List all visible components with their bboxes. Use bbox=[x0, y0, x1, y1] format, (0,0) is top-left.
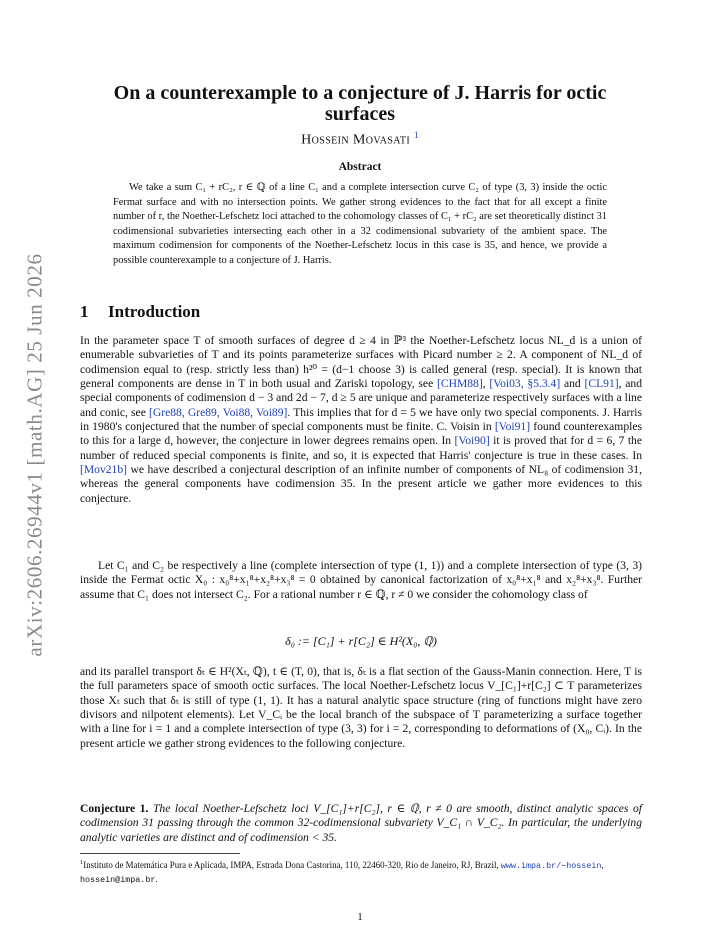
text-run: we have described a conjectural description of an infinite number of components of NL₈ of codimension 31, whereas the general components have codimension 35. In the present article we gather more evidences to this conjecture. bbox=[80, 463, 642, 505]
footnote-end: . bbox=[155, 873, 158, 884]
text-run: , and special components of codimension d − 3 and 2d − 7, d ≥ 5 are unique and parameterize respectively surfaces with a line and conic, see bbox=[80, 377, 642, 419]
citation-link[interactable]: [CHM88] bbox=[436, 377, 483, 391]
section-heading bbox=[80, 302, 200, 322]
intro-paragraph-2: Let C₁ and C₂ be respectively a line (complete intersection of type (1, 1)) and a complete intersection of type (3, 3) inside the Fermat octic X₀ : x₀⁸+x₁⁸+x₂⁸+x₃⁸ = 0 obtained by canonical factorization of x₀⁸+x₁⁸ and x₂⁸+x₃⁸. Further assume that C₁ does not intersect C₂. For a rational number r ∈ ℚ, r ≠ 0 we consider the cohomology class of bbox=[80, 559, 642, 601]
arxiv-sidebar bbox=[18, 245, 52, 665]
homepage-link[interactable]: www.impa.br/∼hossein bbox=[500, 860, 602, 871]
abstract-heading: Abstract bbox=[338, 161, 382, 173]
citation-link[interactable]: [Voi91] bbox=[494, 420, 531, 434]
conjecture-text: The local Noether-Lefschetz loci V_[C₁]+r[C₂], r ∈ ℚ, r ≠ 0 are smooth, distinct analytic spaces of codimension 31 passing through the common 32-codimensional subvariety V_C₁ ∩ V_C₂. In particular, the underlying analytic varieties are distinct and of codimension < 35. bbox=[80, 802, 642, 844]
text-run: it is proved that for d = 6, 7 the number of reduced special components is finite, and so, it is expected that Harris' conjecture is true in these cases. In bbox=[80, 434, 642, 462]
footnote-mark: 1 bbox=[80, 859, 84, 866]
text-run: and bbox=[560, 377, 585, 391]
section-number: 1 bbox=[80, 302, 89, 321]
page-number: 1 bbox=[357, 911, 363, 923]
citation-link[interactable]: [CL91] bbox=[584, 377, 619, 391]
footnote-text: Instituto de Matemática Pura e Aplicada, IMPA, Estrada Dona Castorina, 110, 22460-320, Rio de Janeiro, RJ, Brazil, bbox=[83, 859, 501, 870]
text-run: . This implies that for d = 5 we have only two special components. J. Harris in 1980's conjectured that the number of special components must be finite. C. Voisin in bbox=[80, 405, 642, 434]
author-footnote-mark[interactable]: 1 bbox=[413, 130, 419, 140]
author-line bbox=[80, 130, 640, 149]
citation-link[interactable]: [Voi90] bbox=[454, 434, 490, 448]
email-address[interactable]: hossein@impa.br bbox=[80, 874, 156, 885]
citation-link[interactable]: [Mov21b] bbox=[80, 463, 128, 477]
arxiv-identifier: arXiv:2606.26944v1 [math.AG] 25 Jun 2026 bbox=[22, 253, 47, 657]
author-name: Hossein Movasati bbox=[301, 132, 411, 148]
footnote bbox=[80, 856, 642, 887]
section-title: Introduction bbox=[108, 302, 201, 321]
text-run: In the parameter space T of smooth surfaces of degree d ≥ 4 in ℙ³ the Noether-Lefschetz locus NL_d is a union of enumerable subvarieties of T and its points parameterize surfaces with Picard number ≥ 2. A component of NL_d of codimension equal to (resp. strictly less than) h²⁰ = (d−1 choose 3) is called general (resp. special). It is known that general components are dense in T in both usual and Zariski topology, see bbox=[80, 334, 642, 391]
abstract-text: We take a sum C₁ + rC₂, r ∈ ℚ of a line C₁ and a complete intersection curve C₂ of type (3, 3) inside the octic Fermat surface and with no intersection points. We gather strong evidences to the fact that for all except a finite number of r, the Noether-Lefschetz loci attached to the cohomology classes of C₁ + rC₂ are set theoretically distinct 31 codimensional subvarieties intersecting each other in a 32 codimensional subvariety of the ambient space. The maximum codimension for components of the Noether-Lefschetz locus in this case is 35, and hence, we provide a possible counterexample to a conjecture of J. Harris. bbox=[113, 182, 607, 266]
footnote-separator: , bbox=[601, 859, 604, 870]
conjecture-heading: Conjecture 1. bbox=[80, 802, 149, 815]
paper-title: On a counterexample to a conjecture of J. Harris for octic surfaces bbox=[113, 82, 607, 125]
citation-link[interactable]: [Voi03, §5.3.4] bbox=[489, 377, 561, 391]
display-equation: δ₀ := [C₁] + r[C₂] ∈ H²(X₀, ℚ) bbox=[285, 634, 437, 648]
conjecture-block bbox=[80, 802, 642, 845]
footnote-rule bbox=[80, 853, 240, 854]
citation-link[interactable]: [Gre88, Gre89, Voi88, Voi89] bbox=[149, 405, 288, 419]
text-run: found counterexamples to this for a large d, however, the conjecture in lower degrees remains open. In bbox=[80, 420, 642, 448]
intro-paragraph-3: and its parallel transport δₜ ∈ H²(Xₜ, ℚ), t ∈ (T, 0), that is, δₜ is a flat section of the Gauss-Manin connection. Here, T is the full parameters space of smooth octic surfaces. The local Noether-Lefschetz locus V_[C₁]+r[C₂] ⊂ T parameterizes those Xₜ such that δₜ is still of type (1, 1). It has a natural analytic space structure (ring of functions might have zero divisors and nilpotent elements). Let V_Cᵢ be the local branch of the subspace of T parameterizing a surface together with a line for i = 1 and a complete intersection of type (3, 3) for i = 2, corresponding to deformations of (X₀, Cᵢ). In the present article we gather strong evidences to the following conjecture. bbox=[80, 665, 642, 750]
intro-paragraph-1 bbox=[80, 334, 642, 506]
text-run: , bbox=[482, 377, 490, 391]
